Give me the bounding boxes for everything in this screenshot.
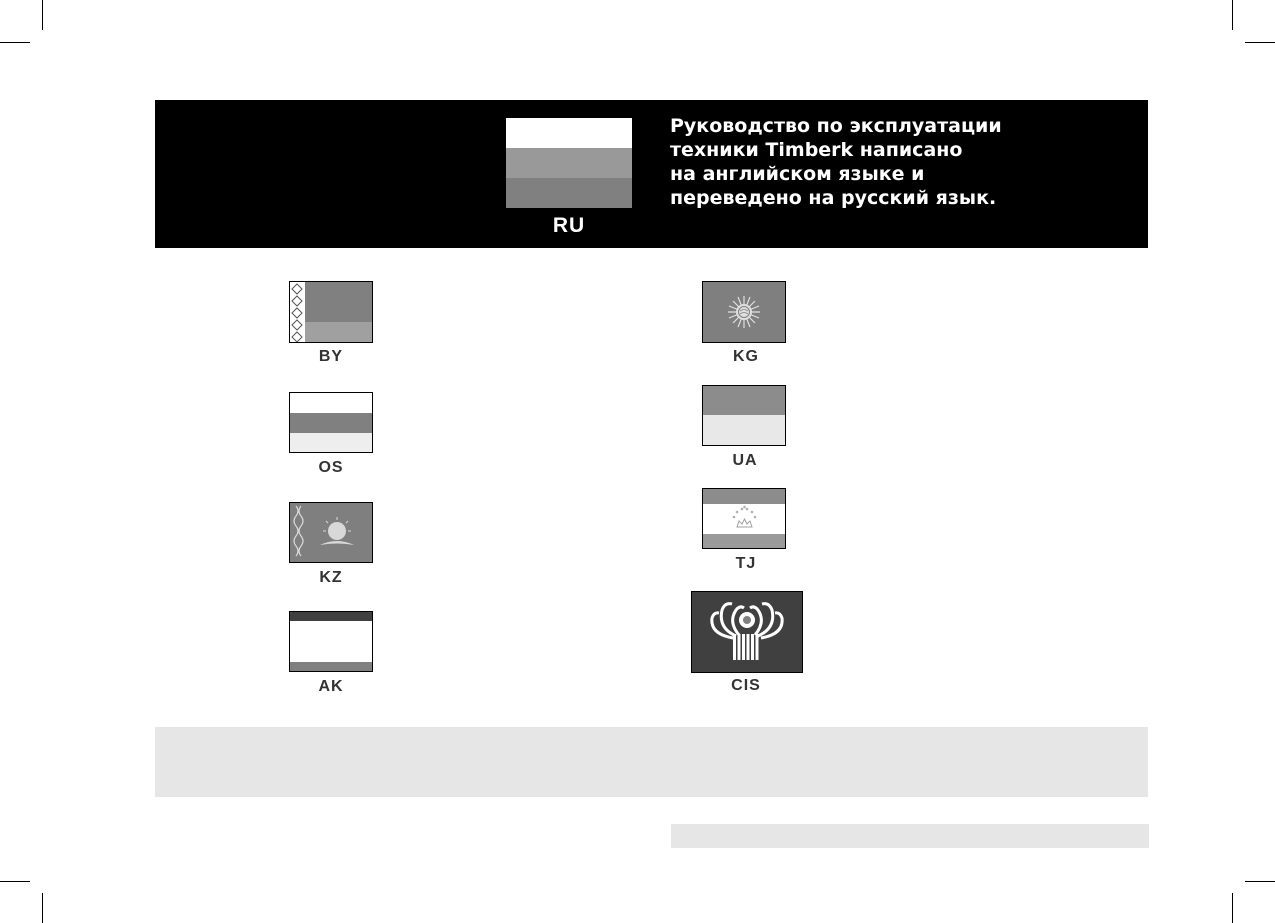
flag-code-kz: KZ: [319, 569, 343, 586]
cis-emblem-icon: [691, 591, 803, 673]
crop-mark: [1232, 893, 1233, 923]
ukraine-flag-icon: [702, 385, 786, 446]
notice-line: Руководство по эксплуатации: [670, 115, 1002, 137]
belarus-flag-icon: [289, 281, 373, 343]
flag-code-ak: AK: [318, 678, 344, 695]
crop-mark: [1245, 881, 1275, 882]
crop-mark: [0, 42, 30, 43]
ossetia-flag-icon: [289, 392, 373, 453]
crop-mark: [0, 881, 30, 882]
crop-mark: [1245, 42, 1275, 43]
crop-mark: [42, 893, 43, 923]
crop-mark: [1232, 0, 1233, 30]
kyrgyzstan-flag-icon: [702, 281, 786, 343]
notice-line: на английском языке и: [670, 163, 925, 185]
crop-mark: [42, 0, 43, 30]
abkhazia-flag-icon: [289, 611, 373, 672]
flag-code-by: BY: [318, 348, 344, 365]
translation-notice: [670, 114, 1070, 210]
notice-line: переведено на русский язык.: [670, 187, 997, 209]
notice-line: техники Timberk написано: [670, 139, 963, 161]
flag-code-os: OS: [318, 459, 344, 476]
flag-code-ua: UA: [732, 452, 758, 469]
flag-code-kg: KG: [733, 348, 759, 365]
tajikistan-flag-icon: [702, 488, 786, 549]
kazakhstan-flag-icon: [289, 502, 373, 563]
flag-code-ru: RU: [552, 214, 586, 237]
flag-code-tj: TJ: [735, 555, 757, 572]
gray-strip: [671, 824, 1149, 848]
gray-band: [155, 727, 1148, 797]
russia-flag-icon: [506, 118, 632, 208]
flag-code-cis: CIS: [731, 677, 761, 694]
language-banner: [155, 100, 1148, 248]
